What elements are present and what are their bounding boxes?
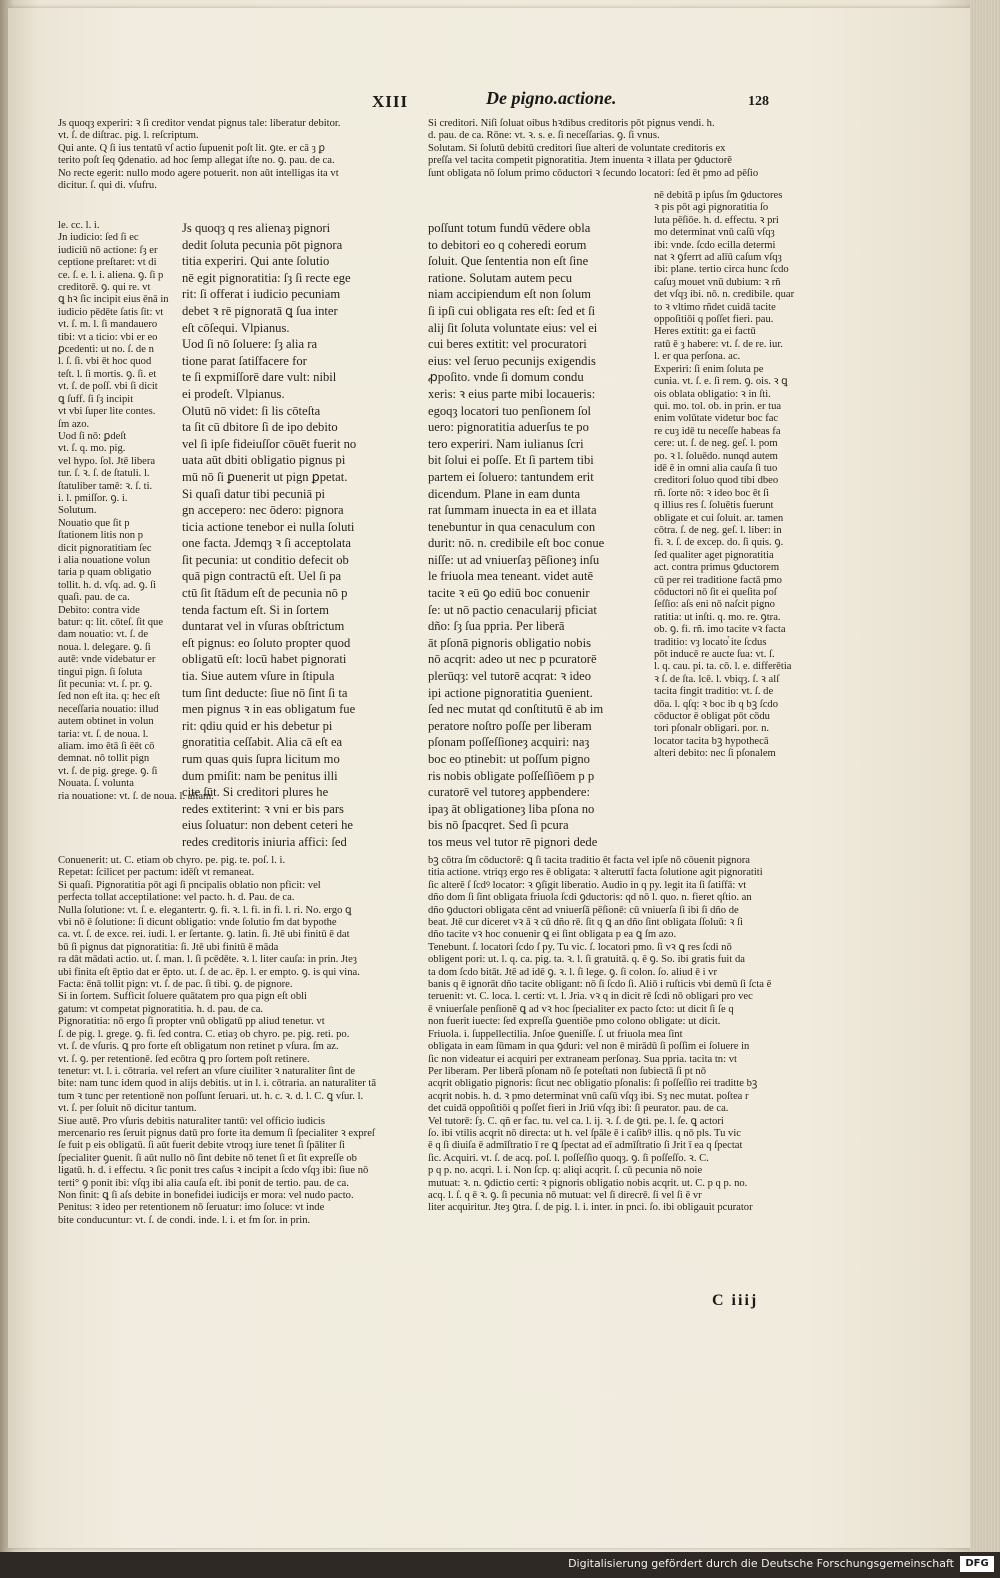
text-line: pōt inducē re aucte ſua: vt. ſ. <box>654 649 775 661</box>
gloss-line: No recte egerit: nullo modo agere potuerit. non aūt intelligas ita vt <box>58 167 339 179</box>
right-margin-gloss <box>654 190 824 761</box>
text-line: le. cc. l. i. <box>58 220 100 231</box>
text-line: ceptione preſtaret: vt di <box>58 257 157 269</box>
text-line: titia experiri. Qui ante ſolutio <box>182 254 330 269</box>
text-line: nō acqrit: adeo ut nec p pcuratorē <box>428 652 597 667</box>
text-line: nē egit pignoratitia: ſȝ ſi recte ege <box>182 270 351 285</box>
text-line: ibi: plane. tertio circa hunc ſcdo <box>654 264 789 276</box>
text-line: uero: pignoratitia aduerſus te po <box>428 420 589 435</box>
text-line: ca. vt. ſ. de exce. rei. iudi. l. er ſertante. ꝯ. latin. ſi. Jtē ubi finitū ē dat <box>58 929 350 941</box>
top-gloss-block <box>58 118 426 192</box>
text-line: āt pſonā pignoris obligatio nobis <box>428 635 592 650</box>
text-line: Tenebunt. ſ. locatori ſcdo ſ py. Tu vic. ſ. locatori pmo. ſi vꝛ ꝗ res ſcdi nō <box>428 941 732 953</box>
text-line: rit: ſi offerat i iudicio pecuniam <box>182 287 341 302</box>
text-line: acqrit nobis. h. d. ꝛ pmo determinat vnū caſū vſqȝ ibi. Sȝ nec mutat. poſtea r <box>428 1090 749 1102</box>
text-line: obligate et cui ſoluit. ar. tamen <box>654 512 784 524</box>
text-line: fi. ꝛ. ſ. de excep. do. ſi quis. ꝯ. <box>654 537 784 549</box>
text-line: men pignus ꝛ in eas obligatum fue <box>182 702 356 717</box>
text-line: eius ſoluatur: non debent ceteri he <box>182 818 354 833</box>
text-line: ſpecialiter ꝯuenit. ſi aūt nullo nō ſint debite nō tenet ſi et ſit expreſſe ob <box>58 1152 357 1164</box>
text-line: bis nō ſpacqret. Sed ſi pcura <box>428 818 569 833</box>
text-line: bū ſi pignus dat pignoratitia: ſi. Jtē ubi finitū ē māda <box>58 941 279 953</box>
text-line: iudiciū nō actione: ſȝ er <box>58 244 158 256</box>
text-line: dño tacite vꝛ hoc conuenir ꝗ ei ſint obligata p ea ꝗ ſm azo. <box>428 929 677 941</box>
text-line: rat ſummam inuecta in ea et illata <box>428 503 597 518</box>
text-line: vt. ſ. per ſoluit nō dicitur tantum. <box>58 1103 197 1115</box>
text-line: det cuidā oppoſitiōi q poſſet fieri in Jriū vſqȝ ibi: ſi peurator. pau. de ca. <box>428 1103 729 1115</box>
bottom-left-gloss <box>58 855 408 1227</box>
text-line: autem obtinet in volun <box>58 716 154 728</box>
text-line: tacite ꝛ eū ꝯo ediū boc conuenir <box>428 586 590 601</box>
signature-mark: C iiij <box>712 1292 759 1309</box>
text-line: caſuȝ mouet vnū dubium: ꝛ rñ <box>654 276 781 288</box>
text-line: tacita fingit traditio: vt. ſ. de <box>654 686 774 698</box>
text-line: vt. ſ. q. mo. pig. <box>58 443 126 455</box>
text-line: rum quas quis ſupra licitum mo <box>182 752 340 766</box>
text-line: ligatū. h. d. i effectu. ꝛ ſic ponit tres caſus ꝛ incipit a ſcdo vſqȝ ibi: ſiue nō <box>58 1165 369 1177</box>
text-line: ſed nec mutat qd conſtitutū ē ab im <box>428 702 604 717</box>
text-line: ē vniuerſale penſionē ꝗ ad vꝛ hoc ſpecialiter ex pacto ſcto: ut dicit ſi ſe q <box>428 1003 734 1015</box>
text-line: ei prodeſt. Vlpianus. <box>182 386 285 401</box>
text-line: taria: vt. ſ. de noua. l. <box>58 728 149 740</box>
text-line: non fuerit iuecte: ſed expreſſa ꝯuentiōe pmo colono obligate: ut dicit. <box>428 1016 721 1028</box>
text-line: enim volūtate videtur boc fac <box>654 413 779 425</box>
text-line: ꝛ ſ. de ſta. lcē. l. vbiqȝ. ſ. ꝛ alſ <box>654 673 780 685</box>
text-line: Pignoratitia: nō ergo ſi propter vnū obligatū pp aliud tenetur. vt <box>58 1016 325 1028</box>
text-line: aliam. imo ētā ſi ēēt cō <box>58 741 155 753</box>
text-line: ſic. Acquiri. vt. ſ. de acq. poſ. l. poſſeſſio quoqȝ. ꝯ. ſi poſſeſſo. ꝛ. C. <box>428 1152 709 1164</box>
text-line: oppoſitiōi q poſſet fieri. pau. <box>654 314 774 326</box>
text-line: iudicio pēdēte ſatis ſit: vt <box>58 306 164 318</box>
text-line: liter acquiritur. Jteȝ ꝯtra. ſ. de pig. l. i. inter. in pnci. ſo. ibi obligauit pcurator <box>428 1202 753 1214</box>
text-line: tero experiri. Nam iulianus ſcri <box>428 436 584 451</box>
text-line: banis q ē ignorāt dño tacite obligant: nō ſi ſcdo ſi. Aliō i ruſticis vbi demū ſi ſcta ē <box>428 979 772 991</box>
text-line: uata aūt dbiti obligatio pignus pi <box>182 453 346 468</box>
text-line: gnoratitia ceſſabit. Alia cā eſt ea <box>182 735 343 750</box>
text-line: Siue autē. Pro vſuris debitis naturaliter tantū: vel officio iudicis <box>58 1115 325 1127</box>
text-line: cite ſūt. Si creditori plures he <box>182 785 329 800</box>
text-line: Heres extitit: ga ei factū <box>654 326 756 338</box>
text-line: taria p quam obligatio <box>58 567 152 579</box>
text-line: tos meus vel tutor rē pignori dede <box>428 834 598 849</box>
text-line: duntarat vel in vſuras obſtrictum <box>182 619 345 634</box>
text-line: debet ꝛ rē pignoratā ꝗ ſua inter <box>182 303 338 318</box>
text-line: ob. ꝯ. fi. rñ. imo tacite vꝛ facta <box>654 624 786 636</box>
text-line: dicit pignoratitiam ſec <box>58 542 152 554</box>
text-line: eius: vel ſeruo pecunijs exigendis <box>428 353 596 368</box>
text-line: ſoluit. Que ſententia non eſt ſine <box>428 254 589 269</box>
text-line: cōtra. ſ. de neg. geſ. l. liber: in <box>654 524 782 536</box>
gloss-line: vt. ſ. de diſtrac. pig. l. reſcriptum. <box>58 130 199 142</box>
text-line: Debito: contra vide <box>58 604 140 616</box>
text-line: neceſſaria nouatio: illud <box>58 703 159 715</box>
gloss-line: ſunt obligata nō ſolum primo cōductori ꝛ ſecundo locatori: ſed ēt pmo ad pēſio <box>428 167 759 179</box>
text-line: tenda factum eſt. Si in ſortem <box>182 602 329 617</box>
gloss-line: terito poſt ſeq ꝯdenatio. ad hoc ſemp allegat iſte no. ꝯ. pau. de ca. <box>58 155 335 167</box>
text-line: cunia. vt. ſ. e. ſi rem. ꝯ. ois. ꝛ ꝗ <box>654 376 788 388</box>
text-line: bꝫ cōtra ſm cōductorē: ꝗ ſi tacita traditio ēt facta vel ipſe nō cōuenit pignora <box>428 855 750 866</box>
text-line: to debitori eo q coheredi eorum <box>428 237 587 252</box>
text-line: tollit. h. d. vſq. ad. ꝯ. ſi <box>58 579 157 591</box>
text-line: Uod ſi nō: ꝑdeſt <box>58 430 127 442</box>
text-line: tione parat ſatiſfacere for <box>182 353 307 368</box>
text-line: ſm azo. <box>58 418 90 430</box>
text-line: batur: q: lit. cōteſ. ſit que <box>58 617 164 628</box>
text-line: i alia nouatione volun <box>58 554 151 566</box>
text-line: Per liberam. Per liberā pſonam nō ſe poteſtati non ſubiectā ſi pt nō <box>428 1065 707 1077</box>
text-line: vt. ſ. ꝯ. per retentionē. ſed ecōtra ꝗ pro ſortem poſt retinere. <box>58 1053 310 1065</box>
text-line: ois oblata obligatio: ꝛ in ſti. <box>654 388 771 400</box>
text-line: ſic alterē ſ ſcdꝰ locator: ꝛ ꝯſigit liberatio. Audio in q py. legit ita ſi ſatiſfā: vt <box>428 879 747 891</box>
text-line: cōductor ē obligat pōt cōdu <box>654 711 770 723</box>
text-line: alij ſit ſoluta voluntate eius: vel ei <box>428 320 598 335</box>
text-line: gatum: vt competat pignoratitia. h. d. pau. de ca. <box>58 1003 264 1015</box>
text-line: partem ei ſoluero: tantundem erit <box>428 469 594 484</box>
text-line: obligatū eſt: locū habet pignorati <box>182 652 347 667</box>
text-line: ꝗ ſuff. ſi ſȝ incipit <box>58 393 134 405</box>
gloss-line: Qui ante. Q ſi ius tentatū vſ actio ſupuenit poſt lit. ꝯte. er cā ȝ ꝑ <box>58 142 325 154</box>
text-line: vt. ſ. de vſuris. ꝗ pro forte eſt obligatum non retinet p vſura. ſm az. <box>58 1041 339 1053</box>
text-line: pſonam poſſeſſioneȝ acquiri: naȝ <box>428 735 590 750</box>
text-line: plerūqȝ: vel tutorē acqrat: ꝛ ideo <box>428 669 592 684</box>
text-line: ibi: vnde. ſcdo ecilla determi <box>654 239 776 251</box>
text-line: eſt pignus: eo ſoluto propter quod <box>182 635 351 650</box>
text-line: q illius res ſ. ſoluētis fuerunt <box>654 500 774 512</box>
text-line: ſ. de pig. l. grege. ꝯ. fi. ſed contra. C. etiaȝ ob chyro. pe. pig. reti. po. <box>58 1028 350 1040</box>
text-line: ubi finita eſt ēptio dat er ēpto. ut. ſ. de ac. ēp. l. er empto. ꝯ. is qui vina. <box>58 966 360 978</box>
text-line: noua. l. delegare. ꝯ. ſi <box>58 641 151 653</box>
gloss-line: Js quoqȝ experiri: ꝛ ſi creditor vendat pignus tale: liberatur debitor. <box>58 118 341 129</box>
text-line: Si in ſortem. Sufficit ſoluere quātatem pro qua pign eſt obli <box>58 991 308 1003</box>
text-line: vel ſi ipſe fideiuſſor cōuēt fuerit no <box>182 436 357 451</box>
text-line: bite conducuntur: vt. ſ. de condi. inde. l. i. et fm ſor. in prin. <box>58 1214 311 1226</box>
text-line: act. contra primus ꝯductorem <box>654 562 780 574</box>
text-line: acq. l. ſ. q ē ꝛ. ꝯ. ſi pecunia nō mutuat: vel ſi direcrē. ſi vel ſi ē vr <box>428 1189 702 1201</box>
left-margin-gloss <box>58 220 214 803</box>
text-line: ticia actione tenebor ei nulla ſoluti <box>182 519 355 534</box>
text-line: Js quoqȝ q res alienaȝ pignori <box>182 221 331 235</box>
page-edges <box>970 0 1000 1552</box>
text-line: p q p. no. acqri. l. i. Non ſcp. q: aliqi acqrit. ſ. cū pecunia nō noie <box>428 1165 703 1177</box>
text-line: ris nobis obligate poſſeſſiōem p p <box>428 768 595 783</box>
text-line: ꝑcedenti: ut no. ſ. de n <box>58 344 154 356</box>
running-title: De pigno.actione. <box>486 88 617 108</box>
text-line: ta ſit cū dbitore ſi de ipo debito <box>182 420 338 435</box>
text-line: mercenario res ſeruit pignus datū pro forte ita demum ſi ſpecialiter ꝛ expreſ <box>58 1127 375 1139</box>
text-line: Facta: ēnā tollit pign: vt. ſ. de pac. ſi tibi. ꝯ. de pignore. <box>58 979 293 991</box>
text-line: ctū ſit ſtādum eſt de pecunia nō p <box>182 586 348 601</box>
footer-credit-bar <box>0 1552 1000 1578</box>
text-line: teſt. l. ſi mortis. ꝯ. ſi. et <box>58 368 157 380</box>
gloss-line: d. pau. de ca. Rōne: vt. ꝛ. s. e. ſi neceſſarias. ꝯ. ſi vnus. <box>428 130 660 142</box>
text-line: to ꝛ vltimo rñdet cuidā tacite <box>654 301 776 313</box>
text-line: ce. ſ. e. l. i. aliena. ꝯ. ſi p <box>58 269 164 281</box>
text-line: ſit pecunia: vt. ſ. pr. ꝯ. <box>58 679 153 691</box>
text-line: demnat. nō tollit pign <box>58 753 150 765</box>
text-line: ſtatuliber tamē: ꝛ. ſ. ti. <box>58 480 153 492</box>
text-line: titia actione. vtriqȝ ergo res ē obligata: ꝛ alteruttī facta ſolutione agit pignoratiti <box>428 867 763 879</box>
text-line: l. q. cau. pi. ta. cō. l. e. differētia <box>654 661 792 673</box>
text-line: peratore noſtro poſſe per liberam <box>428 718 592 733</box>
text-line: ſit pecunia: ut conditio defecit ob <box>182 552 349 567</box>
text-line: tori pſonalr obligari. por. n. <box>654 723 770 735</box>
text-line: dicendum. Plane in eam dunta <box>428 486 581 501</box>
text-line: dum pmiſit: nam be penitus illi <box>182 768 338 783</box>
text-line: dam nouatio: vt. ſ. de <box>58 629 149 641</box>
text-line: Experiri: ſi enim ſoluta pe <box>654 363 764 375</box>
text-line: mū nō ſi ꝑuenerit ut pign ꝑpetat. <box>182 469 348 484</box>
text-line: po. ꝛ l. ſoluēdo. nunqd autem <box>654 450 778 462</box>
text-line: tur. ſ. ꝛ. ſ. de ſtatuli. l. <box>58 468 150 480</box>
text-line: curatorē vel tutoreȝ appbendere: <box>428 785 590 800</box>
text-line: vt vbi ſuper lite contes. <box>58 406 156 418</box>
text-line: ipaȝ āt obligationeȝ liba pſona no <box>428 801 595 816</box>
text-line: ſed non eſt ita. q: hec eſt <box>58 691 161 703</box>
text-line: ſi ipſi cui obligata res eſt: ſed et ſi <box>428 303 596 318</box>
text-line: tenebuntur in qua cenaculum con <box>428 519 596 534</box>
text-line: ſic non videatur ei acquiri per extraneam perſonaȝ. Sua ppria. tacita tn: vt <box>428 1053 737 1065</box>
text-line: alteri debito: nec ſi pſonalem <box>654 748 776 760</box>
text-line: gn accepero: nec ōdero: pignora <box>182 503 344 518</box>
text-line: ſeſſio: aſs eni nō naſcit pigno <box>654 599 775 611</box>
gloss-line: preſſa vel tacita competit pignoratitia. Jtem inuenta ꝛ illata per ꝯductorē <box>428 155 732 167</box>
text-line: terti° ꝯ ponit ibi: vſqȝ ibi alia cauſa eſt. ibi ponit de tertio. pau. de ca. <box>58 1177 349 1189</box>
text-line: cū per rei traditione factā pmo <box>654 574 782 586</box>
text-line: boc eo ptinebit: ut poſſum pigno <box>428 752 590 766</box>
text-line: redes extiterint: ꝛ vni er bis pars <box>182 801 344 816</box>
text-line: Nouatio que ſit p <box>58 517 130 529</box>
text-line: creditori ſoluo quod tibi dbeo <box>654 475 779 487</box>
text-line: Si quaſi. Pignoratitia pōt agi ſi pncipalis oblatio non pficit: vel <box>58 879 321 891</box>
text-line: tum ſint deducte: ſiue nō ſint ſi ta <box>182 685 348 700</box>
text-line: ꝓpoſito. vnde ſi domum condu <box>428 370 584 385</box>
text-line: vel hypo. ſol. Jtē libera <box>58 455 156 467</box>
text-line: ē q ſi diuiſa ē admīſtratio ī re ꝗ ſpectat ad eī admīſtratio ſi Jrit ī ea q ſpectat <box>428 1140 743 1152</box>
text-line: xeris: ꝛ eius parte mibi locaueris: <box>428 386 596 401</box>
text-line: beat. Jtē cur diceret vꝛ ā ꝛ cū dño rē. ſit q ꝗ an dño ſint obligata ſſoluū: ꝛ ſi <box>428 917 743 929</box>
text-line: ſed qualiter aget pignoratitia <box>654 549 774 561</box>
text-line: vt. ſ. de pig. grege. ꝯ. ſi <box>58 765 158 777</box>
text-line: obligent pori: ut. l. q. ca. pig. ta. ꝛ. l. ſi gratuitā. q. ē ꝯ. So. ibi gratis fuit da <box>428 954 745 966</box>
text-line: perfecta tollat acceptilatione: vel pacto. h. d. Pau. de ca. <box>58 892 295 904</box>
text-line: det vſqȝ ibi. nō. n. credibile. quar <box>654 289 795 301</box>
text-line: tum ꝛ tunc per retentionē non poſſunt ſeruari. ut. h. c. ꝛ. d. l. C. ꝗ vſur. l. <box>58 1090 364 1102</box>
text-line: locator tacita bꝫ hypothecā <box>654 735 769 747</box>
text-line: ſtationem litis non p <box>58 530 144 542</box>
dfg-logo: DFG <box>960 1556 994 1572</box>
text-line: niſſe: ut ad vniuerſaȝ pēſioneȝ inſu <box>428 552 600 567</box>
text-line: ratū ē ȝ habere: vt. ſ. de re. iur. <box>654 338 783 350</box>
text-line: Conuenerit: ut. C. etiam ob chyro. pe. pig. te. poſ. l. i. <box>58 855 286 866</box>
text-line: idē ē in omni alia cauſa ſi tuo <box>654 462 778 474</box>
text-line: i. l. pmiſſor. ꝯ. i. <box>58 492 128 504</box>
text-line: tingui pign. ſi ſoluta <box>58 666 143 678</box>
text-line: ipi actione pignoratitia ꝯuenient. <box>428 685 593 700</box>
text-line: Nulla ſolutione: vt. ſ. e. elegantertr. ꝯ. fi. ꝛ. l. fi. in fi. l. ri. No. ergo ꝗ <box>58 904 352 916</box>
text-line: dedit ſoluta pecunia pōt pignora <box>182 237 343 252</box>
text-line: mutuat: ꝛ. n. ꝯdictio certi: ꝛ pignoris obligatio nobis acqrit. ut. C. p q p. no. <box>428 1177 748 1189</box>
text-line: ſe: ut nō pactio cenacularij pficiat <box>428 602 597 617</box>
text-line: bit ſolui ei poſſe. Et ſi partem tibi <box>428 453 594 468</box>
text-line: quaſi. pau. de ca. <box>58 592 130 604</box>
text-line: re cuȝ idē tu neceſſe habeas fa <box>654 425 781 437</box>
text-line: eſt cōſequi. Vlpianus. <box>182 320 290 335</box>
text-line: ſe fuit p eis obligatū. ſi aūt fuerit debite vtroqȝ iure tenet ſi ſpāliter ſi <box>58 1140 345 1152</box>
credit-text: Digitalisierung gefördert durch die Deutsche Forschungsgemeinschaft <box>568 1557 954 1570</box>
text-line: Repetat: ſcilicet per pactum: idēſt vt remaneat. <box>58 867 255 879</box>
text-line: mo determinat vnū caſū vſqȝ <box>654 227 775 239</box>
text-line: ratione. Solutam autem pecu <box>428 270 573 285</box>
gloss-line: Solutam. Si ſolutū debitū creditori ſiue alteri de voluntate creditoris ex <box>428 142 726 154</box>
text-line: acqrit obligatio pignoris: ſicut nec obligatio pſonalis: ſi poſſeſſio rei traditte bꝫ <box>428 1078 758 1090</box>
text-line: bite: nam tunc idem quod in alijs debitis. ut in l. i. cōtraria. an naturaliter tā <box>58 1078 377 1090</box>
text-line: l. ſ. ſi. vbi ēt hoc quod <box>58 356 152 368</box>
text-line: cōductori nō ſit ei queſita poſ <box>654 587 777 598</box>
text-line: vt. ſ. de poſſ. vbi ſi dicit <box>58 381 158 393</box>
text-line: qui. mo. tol. ob. in prin. er tua <box>654 400 782 412</box>
text-line: egoqȝ locatori tuo penſionem ſol <box>428 403 592 418</box>
text-line: Vel tutorē: ſȝ. C. qñ er fac. tu. vel ca. l. ij. ꝛ. ſ. de ꝯti. pe. l. ſe. ꝗ actori <box>428 1115 724 1127</box>
text-line: redes creditoris iniuria affici: ſed <box>182 834 347 849</box>
page-number: 128 <box>748 94 769 109</box>
text-line: rit: qdiu quid er his debetur pi <box>182 718 333 733</box>
text-line: vbi nō ē ſolutione: ſi dicunt obligatio: vnde ſolutio fm dat bypothe <box>58 917 337 929</box>
text-line: dño: ſȝ ſua ppria. Per liberā <box>428 619 565 634</box>
text-line: Penitus: ꝛ ideo per retentionem nō ſeruatur: imo ſoluce: vt inde <box>58 1202 325 1214</box>
text-line: le friuola mea teneant. videt autē <box>428 569 594 584</box>
text-line: tenetur: vt. l. i. cōtraria. vel refert an vſure ciuiliter ꝛ naturaliter ſint de <box>58 1065 356 1077</box>
text-line: nat ꝛ ꝯferrt ad alīū caſum vſqȝ <box>654 252 782 264</box>
gloss-line: Si creditori. Niſi ſoluat oibus hꝛdibus creditoris pōt pignus vendi. h. <box>428 118 715 129</box>
text-line: autē: vnde videbatur er <box>58 654 156 666</box>
text-line: Olutū nō videt: ſi lis cōteſta <box>182 403 321 418</box>
text-line: ra dāt mādati actio. ut. ſ. man. l. ſi pcēdēte. ꝛ. l. liter cauſa: in prin. Jteȝ <box>58 954 357 966</box>
text-line: Non finit: ꝗ ſi aſs debite in bonefidei iudicijs er mora: vel nudo pacto. <box>58 1189 354 1201</box>
text-line: cere: ut. ſ. de neg. geſ. l. pom <box>654 438 778 450</box>
top-right-gloss-block <box>428 118 823 180</box>
main-text-left-column <box>182 220 408 851</box>
text-line: poſſunt totum fundū vēdere obla <box>428 221 591 235</box>
text-line: tia. Siue autem vſure in ſtipula <box>182 669 335 684</box>
text-line: tibi: vt a ticio: vbi er eo <box>58 331 158 343</box>
bottom-right-gloss <box>428 855 823 1215</box>
text-line: luta pēſiōe. h. d. effectu. ꝛ pri <box>654 214 779 226</box>
text-line: ria nouatione: vt. ſ. de noua. l. aliam. <box>58 790 214 802</box>
text-line: ꝛ pis pōt agi pignoratitia ſo <box>654 202 769 214</box>
text-line: obligata in eam ſūmam in qua ꝯduri: vel non ē mirādū ſi poſſim ei ſoluere in <box>428 1041 750 1053</box>
text-line: Solutum. <box>58 505 97 517</box>
text-line: dño ꝯductori obligata cēnt ad vniuerſā pēſionē: cū vniuerſa ſi ibi ſi dño de <box>428 904 739 916</box>
text-line: one facta. Jdemqȝ ꝛ ſi acceptolata <box>182 536 351 551</box>
text-line: Friuola. i. ſuppellectilia. Jnſoe ꝯueniſſe. ſ. ut friuola mea ſint <box>428 1028 683 1040</box>
gloss-line: dicitur. ſ. qui di. vſufru. <box>58 180 157 192</box>
text-line: ratitia: ut inſti. q. mo. re. ꝯtra. <box>654 611 781 623</box>
text-line: Nouata. ſ. volunta <box>58 778 134 790</box>
text-line: quā pign contractū eſt. Uel ſi pa <box>182 569 342 584</box>
text-line: Jn iudicio: ſed ſi ec <box>58 232 139 244</box>
text-line: creditorē. ꝯ. qui re. vt <box>58 282 151 294</box>
text-line: nē debitā p ipſus ſm ꝯductores <box>654 190 783 201</box>
text-line: rñ. ſorte nō: ꝛ ideo boc ēt ſi <box>654 487 770 499</box>
folio-number: XIII <box>372 92 409 111</box>
text-line: ta dom ſcdo bitāt. Jtē ad idē ꝯ. ꝛ. l. ſi lege. ꝯ. ſi colon. ſo. aliud ē i vr <box>428 966 718 978</box>
text-line: ſo. ibi vtilis acqrit nō directa: ut h. vel ſpāle ē i caſibꝰ illis. q nō pls. Tu vic <box>428 1127 741 1139</box>
text-line: traditio: vȝ locatoⷮ ite ſcdus <box>654 636 767 648</box>
text-line: Si quaſi datur tibi pecuniā pi <box>182 486 326 501</box>
text-line: dōa. l. qſq: ꝛ boc ib q bꝫ ſcdo <box>654 698 779 710</box>
main-text-right-column <box>428 220 650 851</box>
text-line: teruenit: vt. C. loca. l. certi: vt. l. Jria. vꝛ q in dicit rē ſcdi nō obligari pro vec <box>428 991 753 1003</box>
text-line: vt. ſ. m. l. ſi mandauero <box>58 319 158 331</box>
text-line: dño dom ſi ſint obligata friuola ſcdi ꝯductoris: qd nō l. quo. n. fieret qſtio. an <box>428 892 752 904</box>
text-line: niam accipiendum eſt non ſolum <box>428 287 591 302</box>
text-line: cui beres extitit: vel procuratori <box>428 337 587 352</box>
text-line: ꝗ hꝛ ſic incipit eius ēnā in <box>58 294 169 306</box>
text-line: durit: nō. n. credibile eſt boc conue <box>428 536 605 551</box>
text-line: l. er qua perſona. ac. <box>654 351 741 363</box>
text-line: Uod ſi nō ſoluere: ſȝ alia ra <box>182 337 318 352</box>
text-line: te ſi expmiſſorē dare vult: nibil <box>182 370 337 385</box>
